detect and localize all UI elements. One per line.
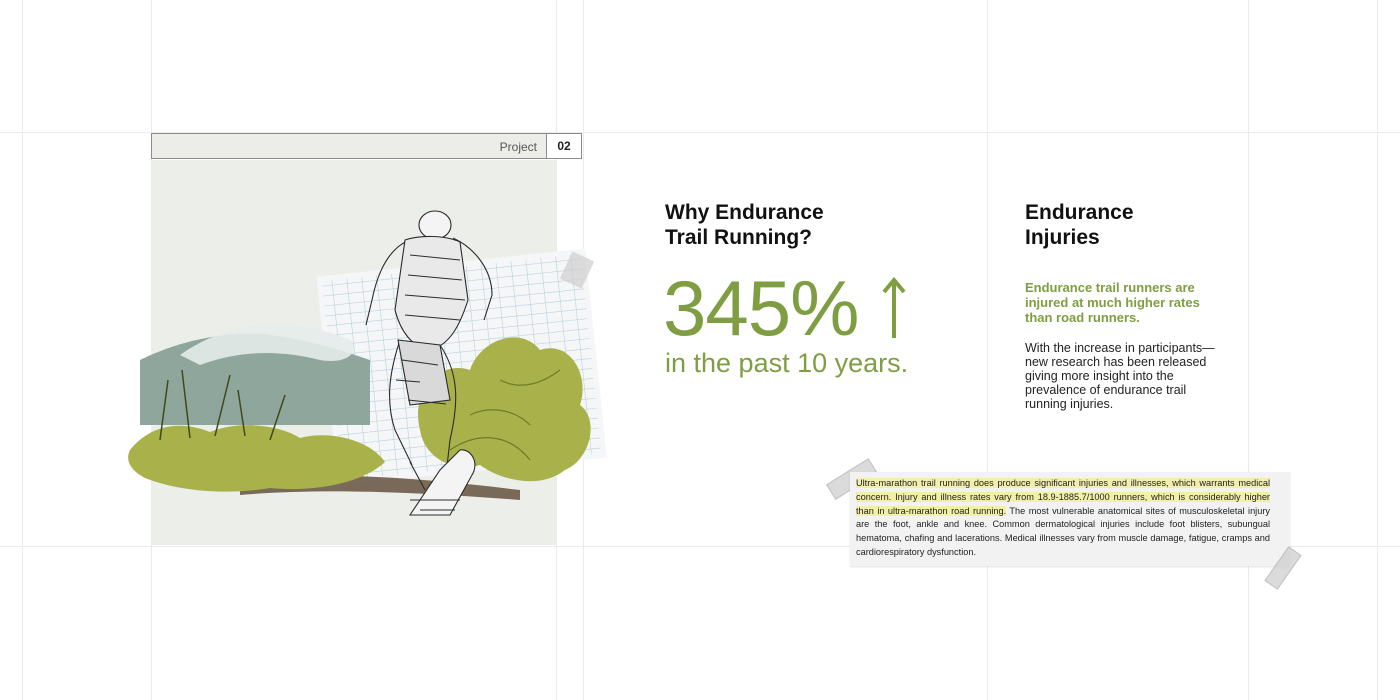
project-label: Project [499,140,537,154]
grid-line [22,0,23,700]
stat-caption: in the past 10 years. [665,348,909,378]
grid-line [987,0,988,700]
grid-line [1248,0,1249,700]
injuries-title: Endurance Injuries [1025,201,1134,249]
note-highlighted-text: Ultra-marathon trail running does produce significant injuries and illnesses, which warrants medical concern. Injury and illness rates vary from 18.9-1885.7/1000 runners, which is considerably higher than in ultra-marathon road running. [856,478,1270,516]
arrow-up-icon [881,276,907,340]
stat-value: 345% [663,264,859,352]
note-text [856,477,1270,560]
why-title: Why Endurance Trail Running? [665,201,824,249]
trail-runner-illustration [120,200,620,530]
research-note [850,472,1290,566]
stat-row [663,264,859,352]
project-tag [151,133,582,159]
injuries-highlight: Endurance trail runners are injured at much higher rates than road runners. [1025,280,1200,325]
note-rest-text: The most vulnerable anatomical sites of musculoskeletal injury are the foot, ankle and knee. Common dermatological injuries include foot blisters, subungual hematoma, chafing and lacerations. Medical illnesses vary from muscle damage, fatigue, cramps and cardiorespiratory dysfunction. [856,505,1270,557]
injuries-body: With the increase in participants— new research has been released giving more insight into the prevalence of endurance trail running injuries. [1025,341,1215,411]
grid-line [1377,0,1378,700]
project-number: 02 [546,134,581,158]
